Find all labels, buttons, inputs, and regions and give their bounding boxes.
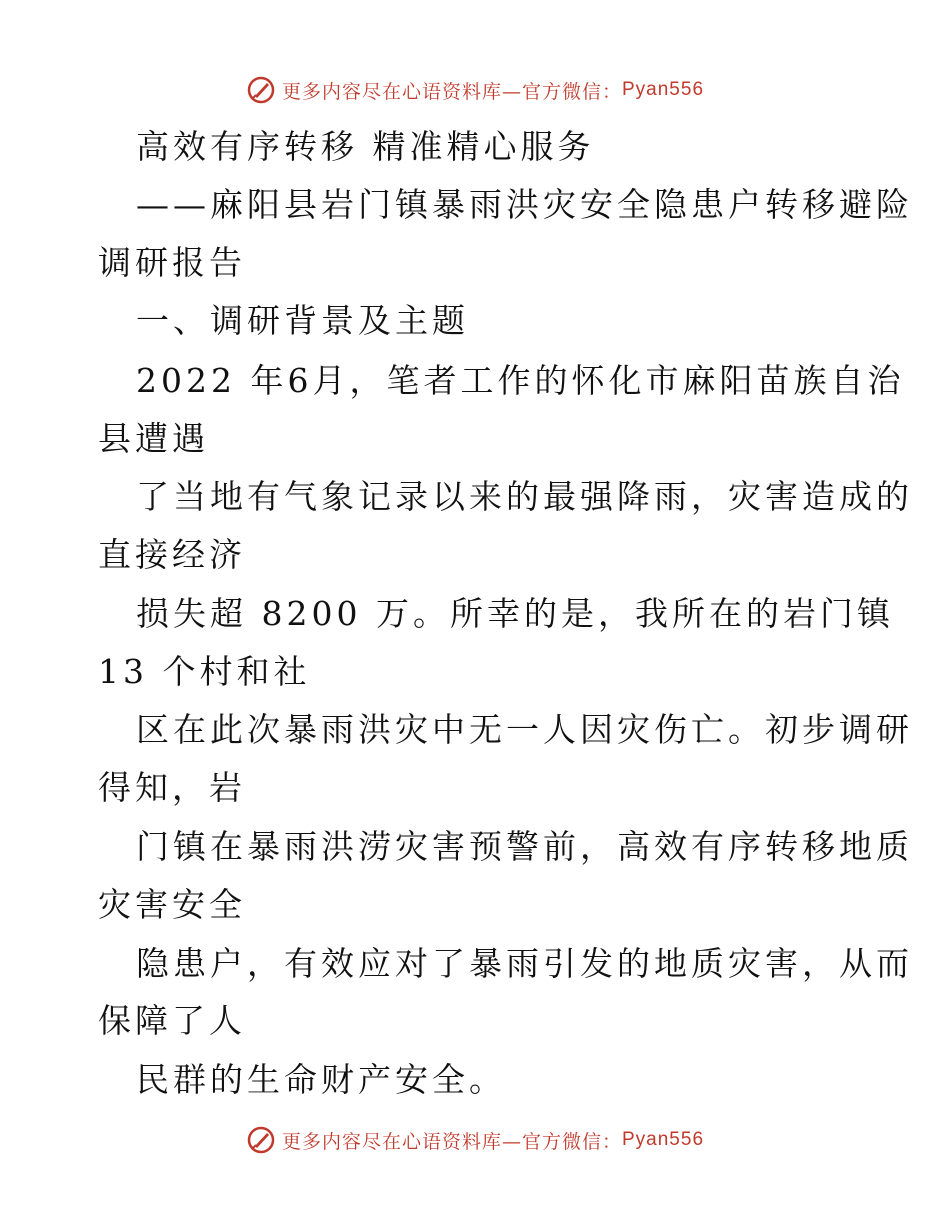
document-title: 高效有序转移 精准精心服务	[136, 127, 595, 166]
paragraph-line: 保障了人	[98, 1001, 246, 1040]
watermark-text: 更多内容尽在心语资料库—官方微信：	[281, 1130, 622, 1153]
paragraph-line: 损失超 8200 万。所幸的是，我所在的岩门镇	[136, 594, 894, 633]
paragraph-line: 区在此次暴雨洪灾中无一人因灾伤亡。初步调研	[136, 710, 913, 749]
document-subtitle-cont: 调研报告	[98, 243, 246, 282]
watermark-text: 更多内容尽在心语资料库—官方微信：	[281, 80, 622, 103]
paragraph-line: 直接经济	[98, 535, 246, 574]
paragraph-line: 2022 年6月，笔者工作的怀化市麻阳苗族自治	[136, 361, 905, 400]
watermark-wechat-id: Pyan556	[622, 79, 705, 100]
document-subtitle: ——麻阳县岩门镇暴雨洪灾安全隐患户转移避险	[136, 185, 913, 224]
paragraph-line: 13 个村和社	[98, 652, 311, 691]
paragraph-line: 民群的生命财产安全。	[136, 1060, 506, 1099]
paragraph-line: 县遭遇	[98, 419, 209, 458]
paragraph-line: 了当地有气象记录以来的最强降雨，灾害造成的	[136, 477, 913, 516]
paragraph-line: 门镇在暴雨洪涝灾害预警前，高效有序转移地质	[136, 827, 913, 866]
paragraph-line: 得知，岩	[98, 768, 246, 807]
section-heading: 一、调研背景及主题	[136, 301, 469, 340]
watermark-wechat-id: Pyan556	[622, 1129, 705, 1150]
footer-watermark-banner	[0, 1120, 950, 1160]
paragraph-line: 隐患户，有效应对了暴雨引发的地质灾害，从而	[136, 944, 913, 983]
quill-logo-icon	[246, 1125, 276, 1155]
paragraph-line: 灾害安全	[98, 885, 246, 924]
